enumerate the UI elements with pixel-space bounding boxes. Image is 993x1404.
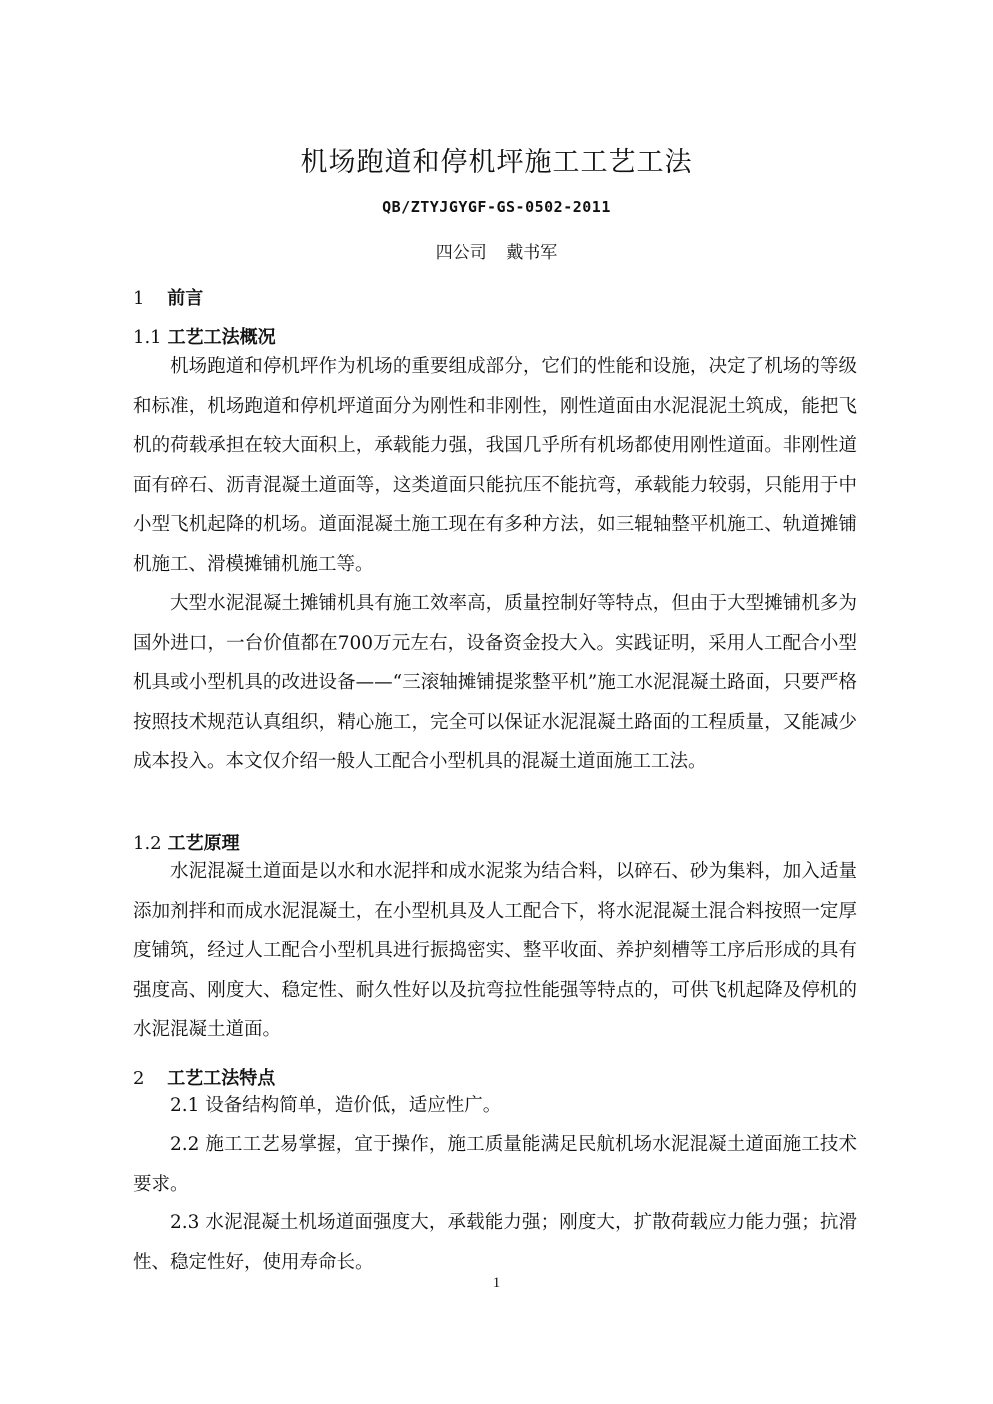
- list-item: 2.3 水泥混凝土机场道面强度大，承载能力强；刚度大，扩散荷载应力能力强；抗滑性、稳定性好，使用寿命长。: [133, 1212, 857, 1273]
- section-title: 前言: [167, 288, 204, 309]
- list-item: 2.2 施工工艺易掌握，宜于操作，施工质量能满足民航机场水泥混凝土道面施工技术要求。: [133, 1134, 857, 1195]
- section-number: 2: [133, 1068, 145, 1089]
- section-title: 工艺工法特点: [167, 1068, 276, 1089]
- section-1-1-heading: [133, 323, 276, 349]
- section-number: 1.2: [133, 833, 162, 854]
- document-author: 四公司 戴书军: [435, 243, 558, 263]
- paragraph: 大型水泥混凝土摊铺机具有施工效率高，质量控制好等特点，但由于大型摊铺机多为国外进口，一台价值都在700万元左右，设备资金投大入。实践证明，采用人工配合小型机具或小型机具的改进设备——“三滚轴摊铺提浆整平机”施工水泥混凝土路面，只要严格按照技术规范认真组织，精心施工，完全可以保证水泥混凝土路面的工程质量，又能减少成本投入。本文仅介绍一般人工配合小型机具的混凝土道面施工工法。: [133, 593, 857, 772]
- paragraph: 水泥混凝土道面是以水和水泥拌和成水泥浆为结合料，以碎石、砂为集料，加入适量添加剂拌和而成水泥混凝土，在小型机具及人工配合下，将水泥混凝土混合料按照一定厚度铺筑，经过人工配合小型机具进行振捣密实、整平收面、养护刻槽等工序后形成的具有强度高、刚度大、稳定性、耐久性好以及抗弯拉性能强等特点的，可供飞机起降及停机的水泥混凝土道面。: [133, 861, 857, 1040]
- list-item: 2.1 设备结构简单，造价低，适应性广。: [170, 1095, 502, 1116]
- section-number: 1: [133, 288, 145, 309]
- document-title: 机场跑道和停机坪施工工艺工法: [300, 147, 693, 178]
- section-title: 工艺原理: [167, 833, 240, 854]
- paragraph: 机场跑道和停机坪作为机场的重要组成部分，它们的性能和设施，决定了机场的等级和标准，机场跑道和停机坪道面分为刚性和非刚性，刚性道面由水泥混泥土筑成，能把飞机的荷载承担在较大面积上，承载能力强，我国几乎所有机场都使用刚性道面。非刚性道面有碎石、沥青混凝土道面等，这类道面只能抗压不能抗弯，承载能力较弱，只能用于中小型飞机起降的机场。道面混凝土施工现在有多种方法，如三辊轴整平机施工、轨道摊铺机施工、滑模摊铺机施工等。: [133, 356, 857, 575]
- document-code: QB/ZTYJGYGF-GS-0502-2011: [382, 198, 611, 216]
- section-1-heading: [133, 284, 203, 310]
- page-number: 1: [492, 1275, 501, 1291]
- section-title: 工艺工法概况: [167, 327, 276, 348]
- section-number: 1.1: [133, 327, 162, 348]
